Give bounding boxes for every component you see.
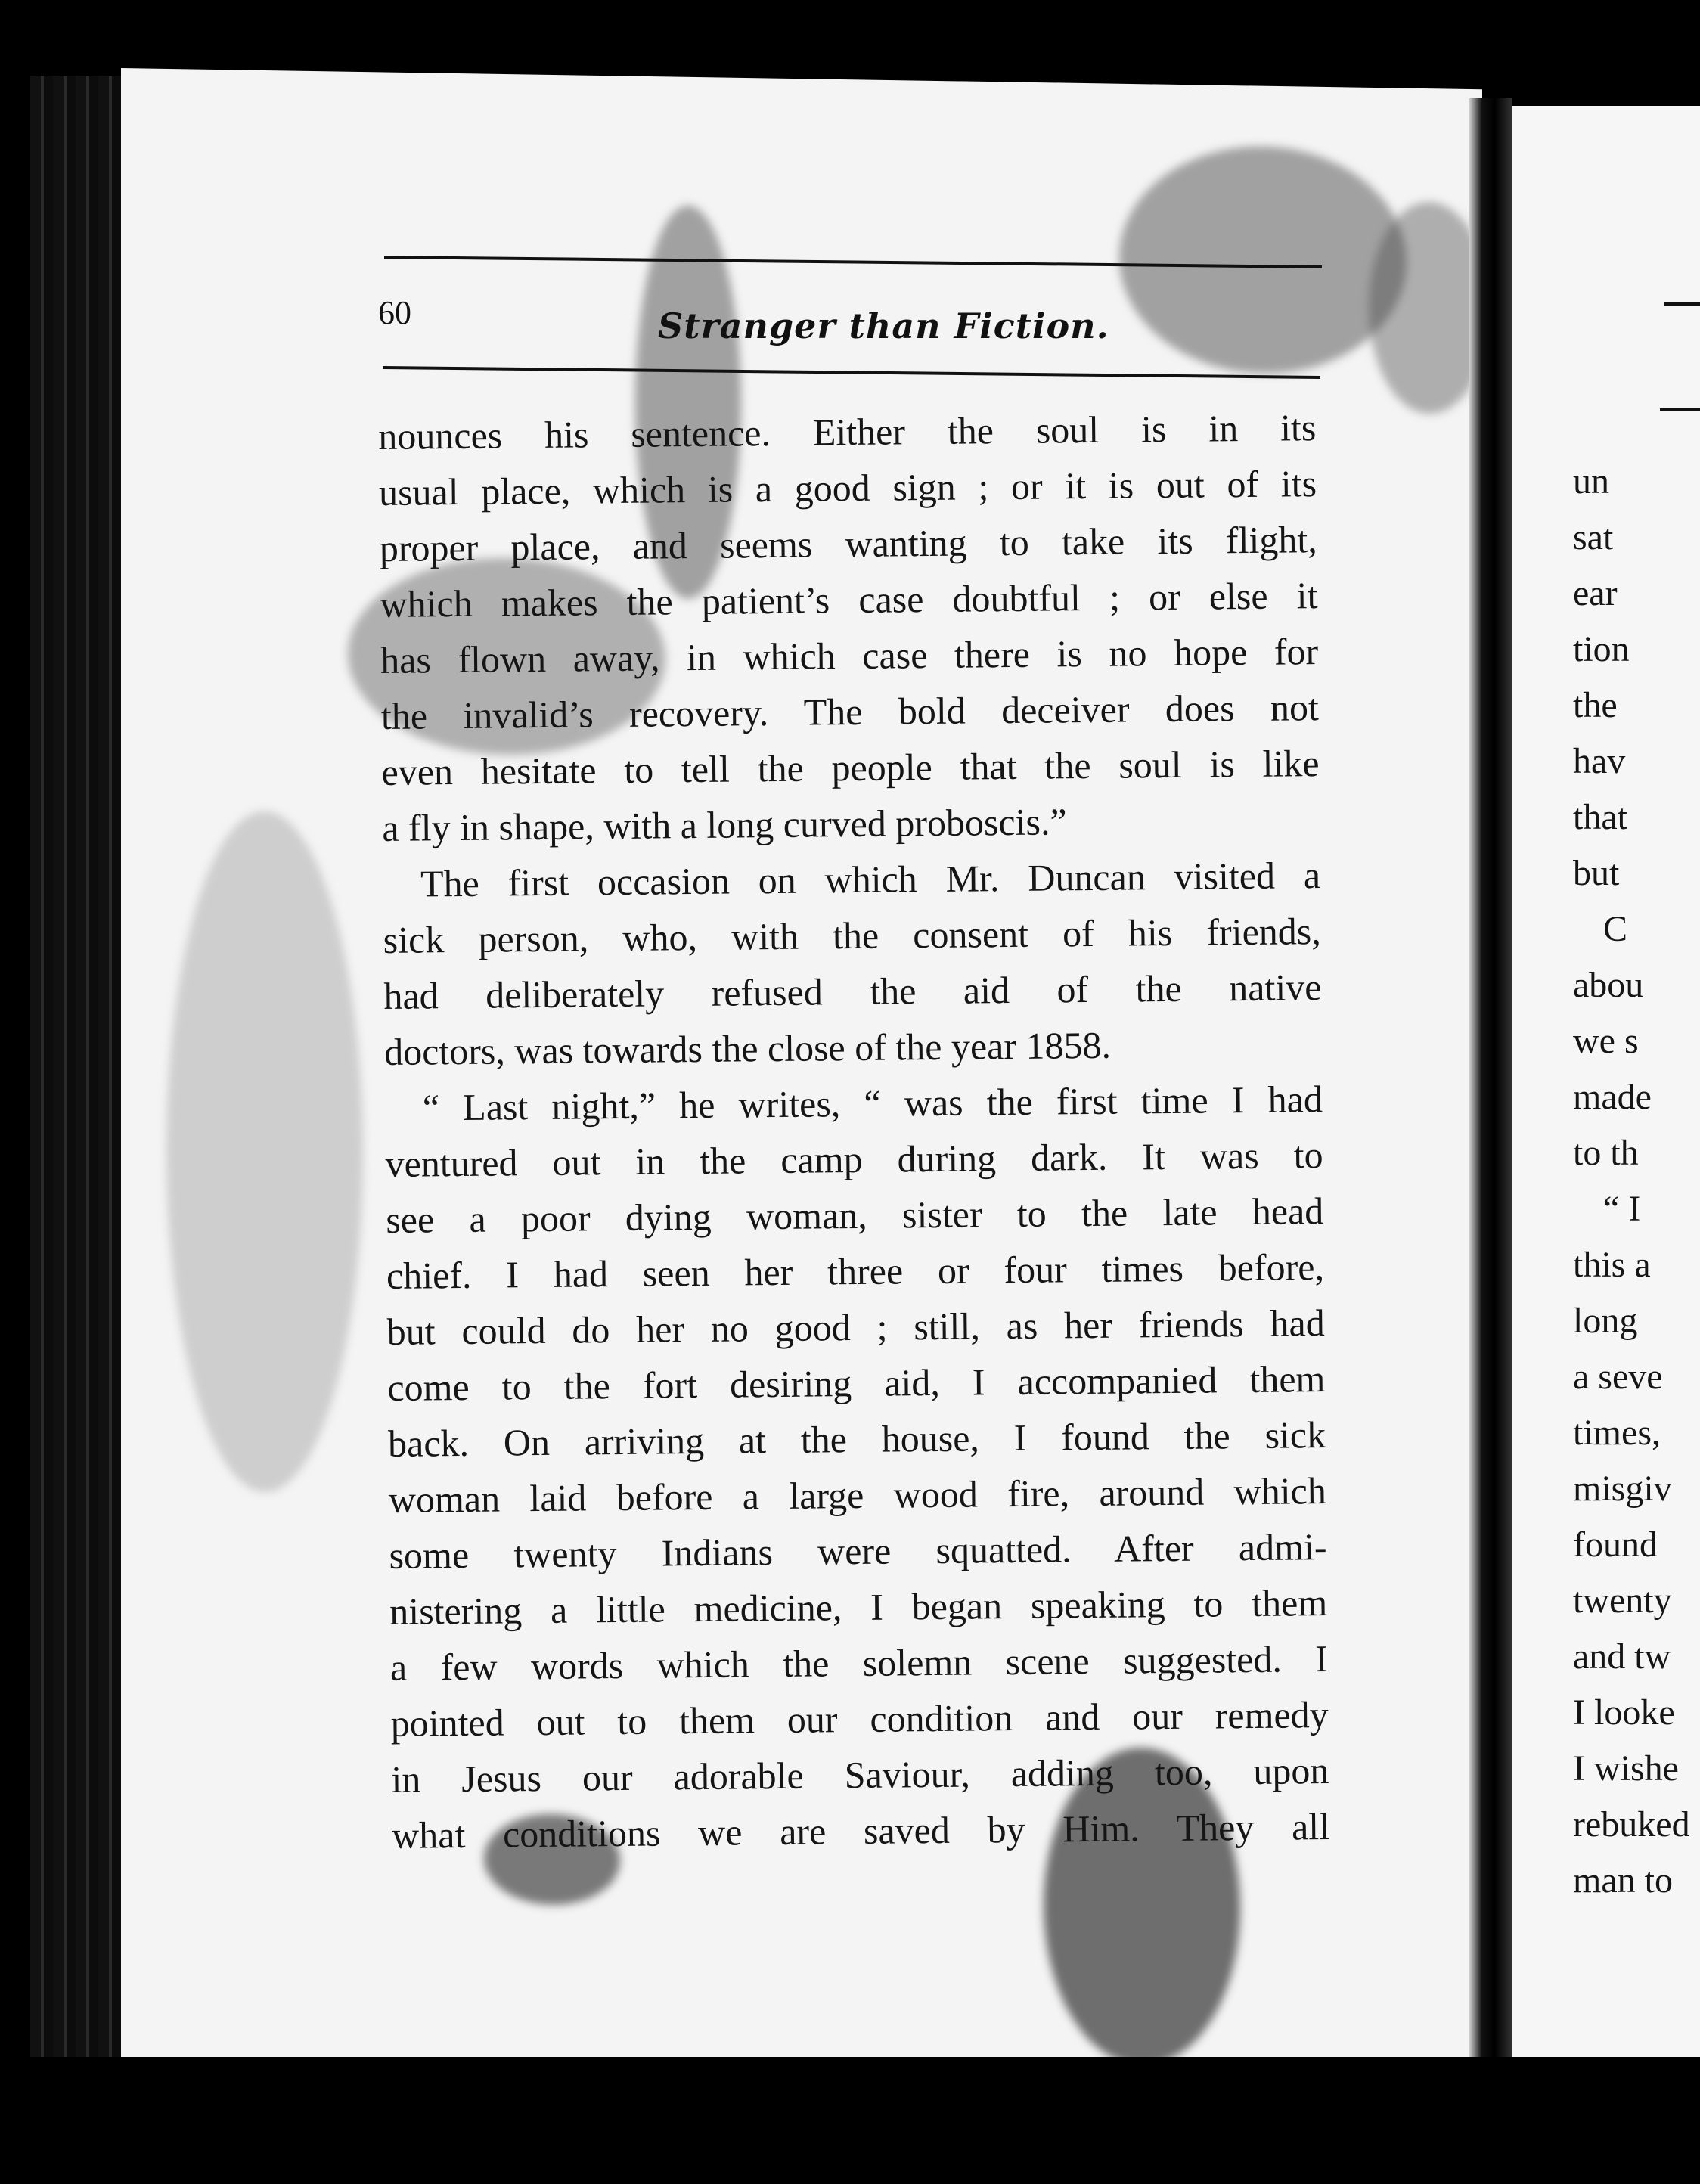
running-head-title: Stranger than Fiction. [658, 306, 1109, 346]
book-binding-edge [30, 76, 129, 2057]
page-gutter [1469, 98, 1512, 2080]
text-line: a few words which the solemn scene suggested. I [389, 1637, 1329, 1689]
right-header-rule-2 [1660, 408, 1700, 411]
text-line: has flown away, in which case there is no hope for [380, 630, 1319, 681]
text-line: what conditions we are saved by Him. They all [391, 1805, 1330, 1857]
text-line-fragment: made [1573, 1077, 1652, 1117]
text-line: which makes the patient’s case doubtful ; or else it [380, 574, 1318, 625]
text-line: a fly in shape, with a long curved proboscis.” [382, 800, 1067, 849]
text-line-fragment: we s [1573, 1021, 1639, 1061]
right-header-rule [1664, 302, 1700, 306]
text-line-fragment: a seve [1573, 1357, 1663, 1397]
stain [1119, 144, 1407, 376]
text-line: some twenty Indians were squatted. After admi- [389, 1525, 1327, 1577]
text-line: nistering a little medicine, I began speaking to them [389, 1581, 1328, 1633]
text-line-fragment: ear [1573, 573, 1618, 613]
text-line-fragment: the [1573, 685, 1618, 725]
text-line-fragment: that [1573, 797, 1627, 837]
text-line: usual place, which is a good sign ; or it is out of its [378, 462, 1317, 513]
text-line-fragment: twenty [1573, 1581, 1672, 1621]
text-line: doctors, was towards the close of the year 1858. [383, 1023, 1112, 1073]
text-line-fragment: this a [1573, 1245, 1651, 1285]
left-page-body [378, 399, 1329, 1863]
text-line: sick person, who, with the consent of his friends, [383, 910, 1321, 961]
text-line: in Jesus our adorable Saviour, adding too, upon [391, 1749, 1329, 1801]
text-line-fragment: un [1573, 461, 1609, 501]
text-line: nounces his sentence. Either the soul is in its [378, 406, 1317, 458]
text-line-fragment: and tw [1573, 1636, 1671, 1677]
text-line-fragment: misgiv [1573, 1469, 1672, 1509]
text-line-fragment: man to [1573, 1860, 1673, 1900]
text-line-fragment: hav [1573, 741, 1626, 781]
text-line-fragment: tion [1573, 629, 1630, 669]
text-line-fragment: found [1573, 1525, 1658, 1565]
text-line: even hesitate to tell the people that the soul is like [381, 742, 1320, 793]
text-line-fragment: abou [1573, 965, 1644, 1005]
stain [1369, 201, 1482, 415]
text-line-fragment: sat [1573, 517, 1614, 557]
text-line-fragment: rebuked [1573, 1804, 1690, 1844]
text-line: “ Last night,” he writes, “ was the first time I had [422, 1078, 1323, 1129]
text-line-fragment: long [1573, 1301, 1638, 1341]
text-line-fragment: to th [1573, 1133, 1639, 1173]
text-line: ventured out in the camp during dark. It was to [385, 1134, 1323, 1185]
right-page-body [1573, 454, 1700, 1909]
text-line: back. On arriving at the house, I found the sick [387, 1413, 1326, 1465]
text-line-fragment: I looke [1573, 1692, 1675, 1733]
text-line: pointed out to them our condition and our remedy [390, 1693, 1329, 1745]
text-line: come to the fort desiring aid, I accompanied them [387, 1357, 1326, 1409]
text-line-fragment: “ I [1603, 1189, 1641, 1229]
text-line: see a poor dying woman, sister to the late head [386, 1190, 1324, 1241]
text-line: chief. I had seen her three or four times before, [386, 1246, 1325, 1297]
text-line-fragment: but [1573, 853, 1620, 893]
scan-bottom-border [0, 2057, 1700, 2184]
text-line-fragment: times, [1573, 1413, 1661, 1453]
text-line: had deliberately refused the aid of the native [383, 966, 1322, 1017]
text-line: proper place, and seems wanting to take its flight, [379, 518, 1317, 569]
text-line-fragment: C [1603, 909, 1628, 949]
text-line: but could do her no good ; still, as her friends had [386, 1301, 1325, 1353]
page-number: 60 [378, 294, 411, 331]
text-line: the invalid’s recovery. The bold deceiver does not [380, 686, 1320, 737]
stain [166, 810, 363, 1494]
text-line: The first occasion on which Mr. Duncan visited a [420, 854, 1321, 905]
text-line-fragment: I wishe [1573, 1748, 1679, 1788]
text-line: woman laid before a large wood fire, around which [388, 1469, 1327, 1521]
